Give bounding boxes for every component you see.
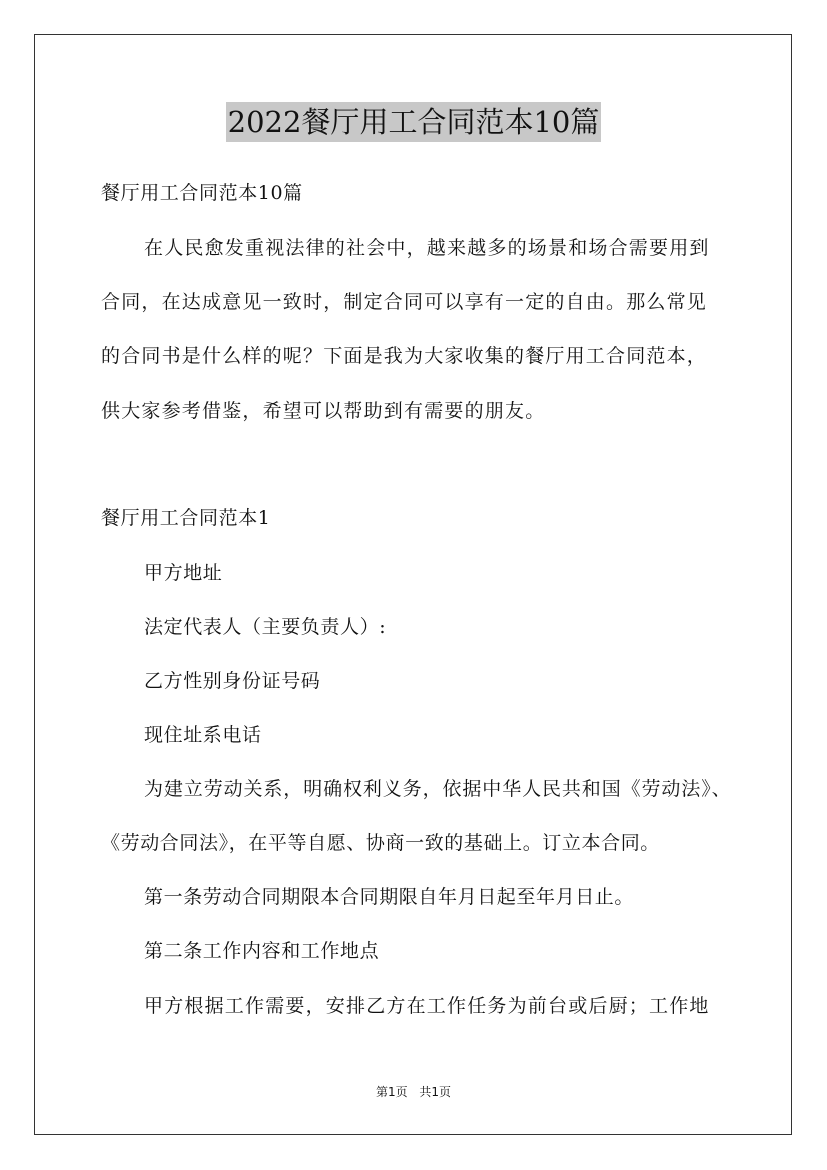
article-1: 第一条劳动合同期限本合同期限自年月日起至年月日止。 xyxy=(144,886,635,908)
page-total: 共1页 xyxy=(419,1085,452,1099)
document-title: 2022餐厅用工合同范本10篇 xyxy=(226,102,602,142)
intro-heading: 餐厅用工合同范本10篇 xyxy=(101,182,303,204)
article-2-heading: 第二条工作内容和工作地点 xyxy=(144,940,380,962)
section-heading-1: 餐厅用工合同范本1 xyxy=(101,507,271,529)
page-footer xyxy=(0,1084,827,1100)
intro-paragraph-line-1: 在人民愈发重视法律的社会中，越来越多的场景和场合需要用到 xyxy=(144,237,710,259)
intro-paragraph-line-2: 合同，在达成意见一致时，制定合同可以享有一定的自由。那么常见 xyxy=(101,291,708,313)
page-current: 第1页 xyxy=(375,1085,408,1099)
current-address-phone: 现住址系电话 xyxy=(144,724,262,746)
purpose-paragraph-line-2: 《劳动合同法》，在平等自愿、协商一致的基础上。订立本合同。 xyxy=(101,832,660,854)
intro-paragraph-line-4: 供大家参考借鉴，希望可以帮助到有需要的朋友。 xyxy=(101,400,546,422)
party-b-info: 乙方性别身份证号码 xyxy=(144,670,321,692)
article-2-paragraph-line-1: 甲方根据工作需要，安排乙方在工作任务为前台或后厨；工作地 xyxy=(144,995,710,1017)
intro-paragraph-line-3: 的合同书是什么样的呢？下面是我为大家收集的餐厅用工合同范本， xyxy=(101,345,708,367)
title-container xyxy=(0,102,827,142)
legal-representative: 法定代表人（主要负责人）: xyxy=(144,616,387,638)
party-a-address: 甲方地址 xyxy=(144,562,223,584)
purpose-paragraph-line-1: 为建立劳动关系，明确权利义务，依据中华人民共和国《劳动法》、 xyxy=(144,778,732,800)
